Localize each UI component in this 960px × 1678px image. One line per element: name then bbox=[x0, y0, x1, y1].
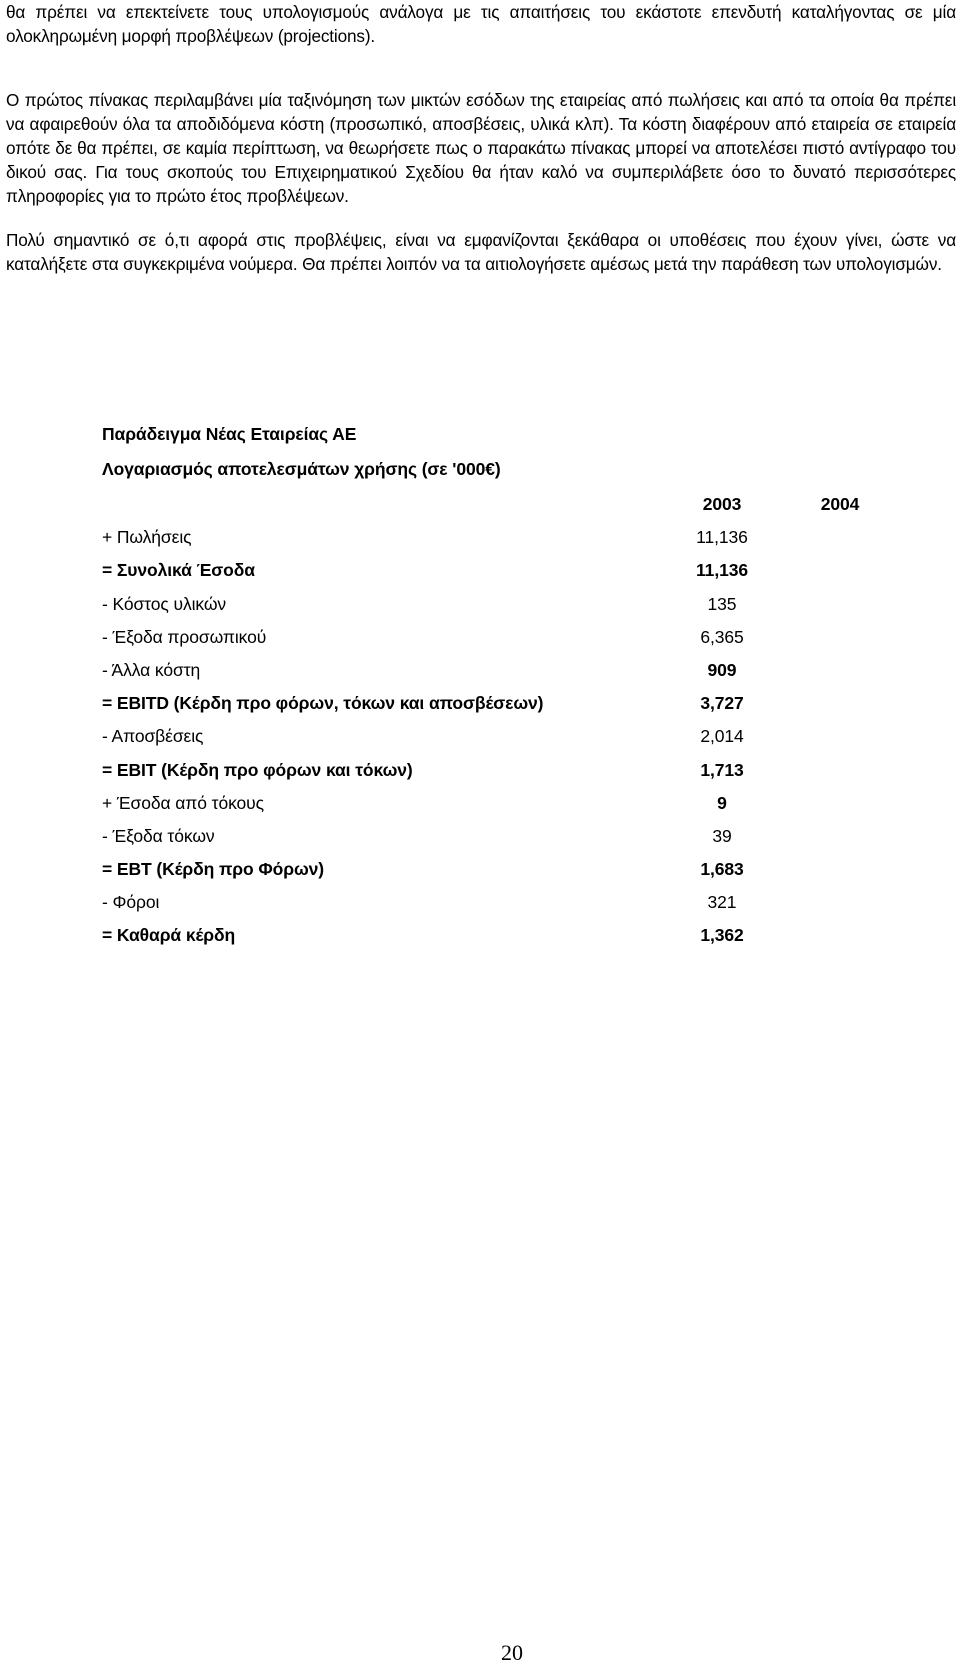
row-value-2003: 1,362 bbox=[700, 925, 744, 946]
table-row bbox=[102, 687, 822, 720]
income-statement-table bbox=[102, 488, 860, 953]
table-row bbox=[102, 654, 822, 687]
table-row bbox=[102, 588, 822, 621]
paragraph-intro: θα πρέπει να επεκτείνετε τους υπολογισμούς ανάλογα με τις απαιτήσεις του εκάστοτε επενδυτή καταλήγοντας σε μία ολοκληρωμένη μορφή προβλέψεων (projections). bbox=[6, 2, 956, 46]
row-label: - Έξοδα τόκων bbox=[102, 825, 215, 846]
table-row bbox=[102, 886, 822, 919]
page-number: 20 bbox=[501, 1640, 523, 1665]
table-subtitle: Λογαριασμός αποτελεσμάτων χρήσης (σε '000€) bbox=[102, 459, 501, 479]
table-row bbox=[102, 853, 822, 886]
year-header-2004: 2004 bbox=[820, 494, 860, 514]
table-row bbox=[102, 720, 822, 753]
row-value-2003: 909 bbox=[707, 659, 737, 680]
row-value-2003: 6,365 bbox=[700, 626, 744, 647]
table-title: Παράδειγμα Νέας Εταιρείας ΑΕ bbox=[102, 424, 357, 444]
row-value-2003: 11,136 bbox=[696, 560, 748, 581]
row-label: = EBITD (Κέρδη προ φόρων, τόκων και αποσβέσεων) bbox=[102, 693, 544, 714]
table-row bbox=[102, 919, 822, 952]
row-value-2003: 1,713 bbox=[700, 759, 744, 780]
row-value-2003: 11,136 bbox=[696, 527, 748, 548]
paragraph-first-table: Ο πρώτος πίνακας περιλαμβάνει μία ταξινόμηση των μικτών εσόδων της εταιρείας από πωλήσεις και από τα οποία θα πρέπει να αφαιρεθούν όλα τα αποδιδόμενα κόστη (προσωπικό, αποσβέσεις, υλικά κλπ). Τα κόστη διαφέρουν από εταιρεία σε εταιρεία οπότε δε θα πρέπει, σε καμία περίπτωση, να θεωρήσετε πως ο παρακάτω πίνακας μπορεί να αποτελέσει πιστό αντίγραφο του δικού σας. Για τους σκοπούς του Επιχειρηματικού Σχεδίου θα ήταν καλό να συμπεριλάβετε όσο το δυνατό περισσότερες πληροφορίες για το πρώτο έτος προβλέψεων. bbox=[6, 90, 956, 206]
row-label: = Συνολικά Έσοδα bbox=[102, 560, 255, 581]
row-label: - Κόστος υλικών bbox=[102, 593, 227, 614]
row-label: = EBIT (Κέρδη προ φόρων και τόκων) bbox=[102, 759, 413, 780]
row-label: - Άλλα κόστη bbox=[102, 659, 201, 680]
row-value-2003: 1,683 bbox=[700, 859, 744, 880]
row-label: - Αποσβέσεις bbox=[102, 726, 204, 747]
row-label: = Καθαρά κέρδη bbox=[102, 925, 236, 946]
table-row bbox=[102, 621, 822, 654]
row-label: = EBT (Κέρδη προ Φόρων) bbox=[102, 859, 324, 880]
row-value-2003: 9 bbox=[717, 792, 727, 813]
row-label: + Έσοδα από τόκους bbox=[102, 792, 264, 813]
row-value-2003: 39 bbox=[712, 825, 732, 846]
table-body bbox=[102, 521, 822, 952]
row-value-2003: 3,727 bbox=[700, 693, 744, 714]
table-row bbox=[102, 820, 822, 853]
row-label: - Έξοδα προσωπικού bbox=[102, 626, 267, 647]
table-row bbox=[102, 787, 822, 820]
table-row bbox=[102, 554, 822, 587]
row-label: + Πωλήσεις bbox=[102, 527, 192, 548]
row-value-2003: 135 bbox=[707, 593, 737, 614]
row-label: - Φόροι bbox=[102, 892, 160, 913]
row-value-2003: 321 bbox=[707, 892, 737, 913]
table-row bbox=[102, 521, 822, 554]
table-row bbox=[102, 754, 822, 787]
table-header-row bbox=[102, 488, 860, 521]
row-value-2003: 2,014 bbox=[700, 726, 744, 747]
year-header-2003: 2003 bbox=[702, 494, 742, 514]
paragraph-assumptions: Πολύ σημαντικό σε ό,τι αφορά στις προβλέψεις, είναι να εμφανίζονται ξεκάθαρα οι υποθέσεις που έχουν γίνει, ώστε να καταλήξετε στα συγκεκριμένα νούμερα. Θα πρέπει λοιπόν να τα αιτιολογήσετε αμέσως μετά την παράθεση των υπολογισμών. bbox=[6, 230, 956, 274]
